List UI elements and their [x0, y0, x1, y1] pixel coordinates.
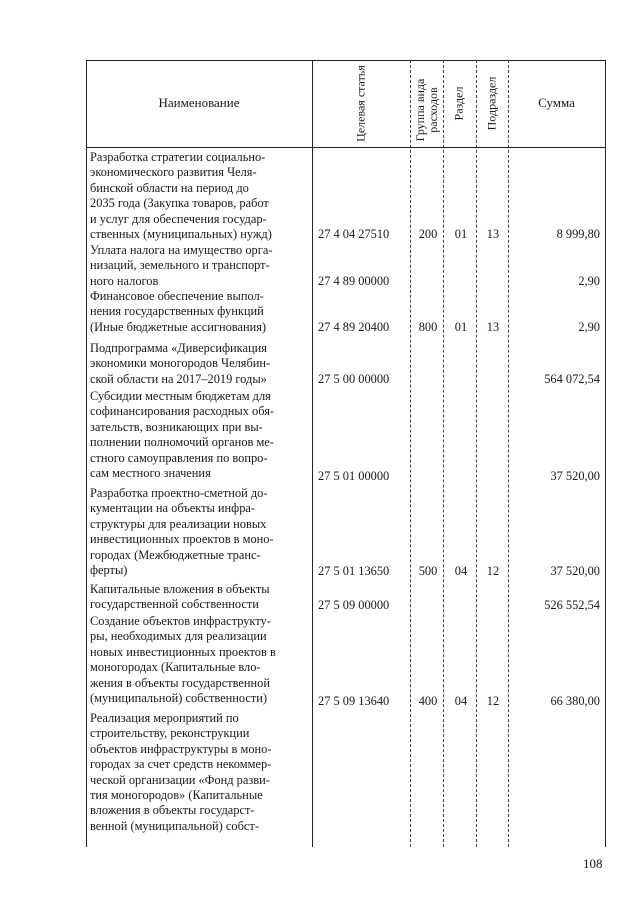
row-name: Разработка проектно-сметной до- кументации на объекты инфра- структуры для реализации новых инвестиционных проектов в моно- городах (Межбюджетные транс- ферты)	[90, 486, 274, 578]
row-sum: 66 380,00	[550, 694, 600, 708]
row-subsection: 12	[486, 564, 500, 578]
header-subsection: Подраздел	[484, 76, 499, 131]
header-bottom-border	[86, 147, 605, 148]
row-code: 27 5 01 00000	[318, 469, 390, 483]
header-target: Целевая статья	[353, 65, 368, 142]
header-sum: Сумма	[538, 95, 575, 110]
row-code: 27 5 09 13640	[318, 694, 390, 708]
row-code: 27 4 04 27510	[318, 227, 390, 241]
row-name: Финансовое обеспечение выпол- нения государственных функций (Иные бюджетные ассигнования)	[90, 289, 267, 334]
row-sum: 8 999,80	[556, 227, 600, 241]
column-divider-group	[410, 60, 411, 847]
column-divider-code	[312, 60, 313, 847]
table-right-border	[605, 60, 606, 847]
row-section: 01	[454, 227, 468, 241]
row-name: Реализация мероприятий по строительству, реконструкции объектов инфраструктуры в моно- городах за счет средств некоммер- ческой организации «Фонд разви- тия моногородов» (Капитальные вложения в объекты государст- венной (муниципальной) собст-	[90, 711, 272, 833]
row-name: Капитальные вложения в объекты государственной собственности	[90, 582, 270, 612]
row-code: 27 5 09 00000	[318, 598, 390, 612]
row-sum: 564 072,54	[544, 372, 600, 386]
row-group: 800	[418, 320, 438, 334]
column-divider-subsection	[476, 60, 477, 847]
header-section: Раздел	[451, 86, 466, 121]
row-group: 500	[418, 564, 438, 578]
row-name: Субсидии местным бюджетам для софинансирования расходных обя- зательств, возникающих при вы- полнении полномочий органов ме- стного самоуправления по вопро- сам местного значения	[90, 389, 275, 481]
row-group: 200	[418, 227, 438, 241]
table-top-border	[86, 60, 605, 61]
header-group: Группа вида расходов	[413, 78, 440, 142]
row-name: Подпрограмма «Диверсификация экономики моногородов Челябин- ской области на 2017–2019 годы»	[90, 341, 271, 386]
row-name: Создание объектов инфраструкту- ры, необходимых для реализации новых инвестиционных проектов в моногородах (Капитальные вло- жения в объекты государственной (муниципальной) собственности)	[90, 614, 276, 706]
row-name: Разработка стратегии социально- экономического развития Челя- бинской области на период до 2035 года (Закупка товаров, работ и услуг для обеспечения государ- ственных (муниципальных) нужд)	[90, 150, 272, 242]
row-section: 04	[454, 694, 468, 708]
table-left-border	[86, 60, 87, 847]
row-section: 01	[454, 320, 468, 334]
row-sum: 37 520,00	[550, 564, 600, 578]
column-divider-section	[443, 60, 444, 847]
row-code: 27 4 89 20400	[318, 320, 390, 334]
row-group: 400	[418, 694, 438, 708]
row-sum: 526 552,54	[544, 598, 600, 612]
row-subsection: 13	[486, 320, 500, 334]
row-sum: 2,90	[578, 274, 600, 288]
row-subsection: 12	[486, 694, 500, 708]
row-section: 04	[454, 564, 468, 578]
row-code: 27 5 00 00000	[318, 372, 390, 386]
row-code: 27 4 89 00000	[318, 274, 390, 288]
row-subsection: 13	[486, 227, 500, 241]
row-name: Уплата налога на имущество орга- низаций, земельного и транспорт- ного налогов	[90, 243, 273, 288]
column-divider-sum	[508, 60, 509, 847]
row-code: 27 5 01 13650	[318, 564, 390, 578]
page-number: 108	[583, 856, 603, 871]
row-sum: 2,90	[578, 320, 600, 334]
header-name: Наименование	[158, 95, 240, 110]
row-sum: 37 520,00	[550, 469, 600, 483]
